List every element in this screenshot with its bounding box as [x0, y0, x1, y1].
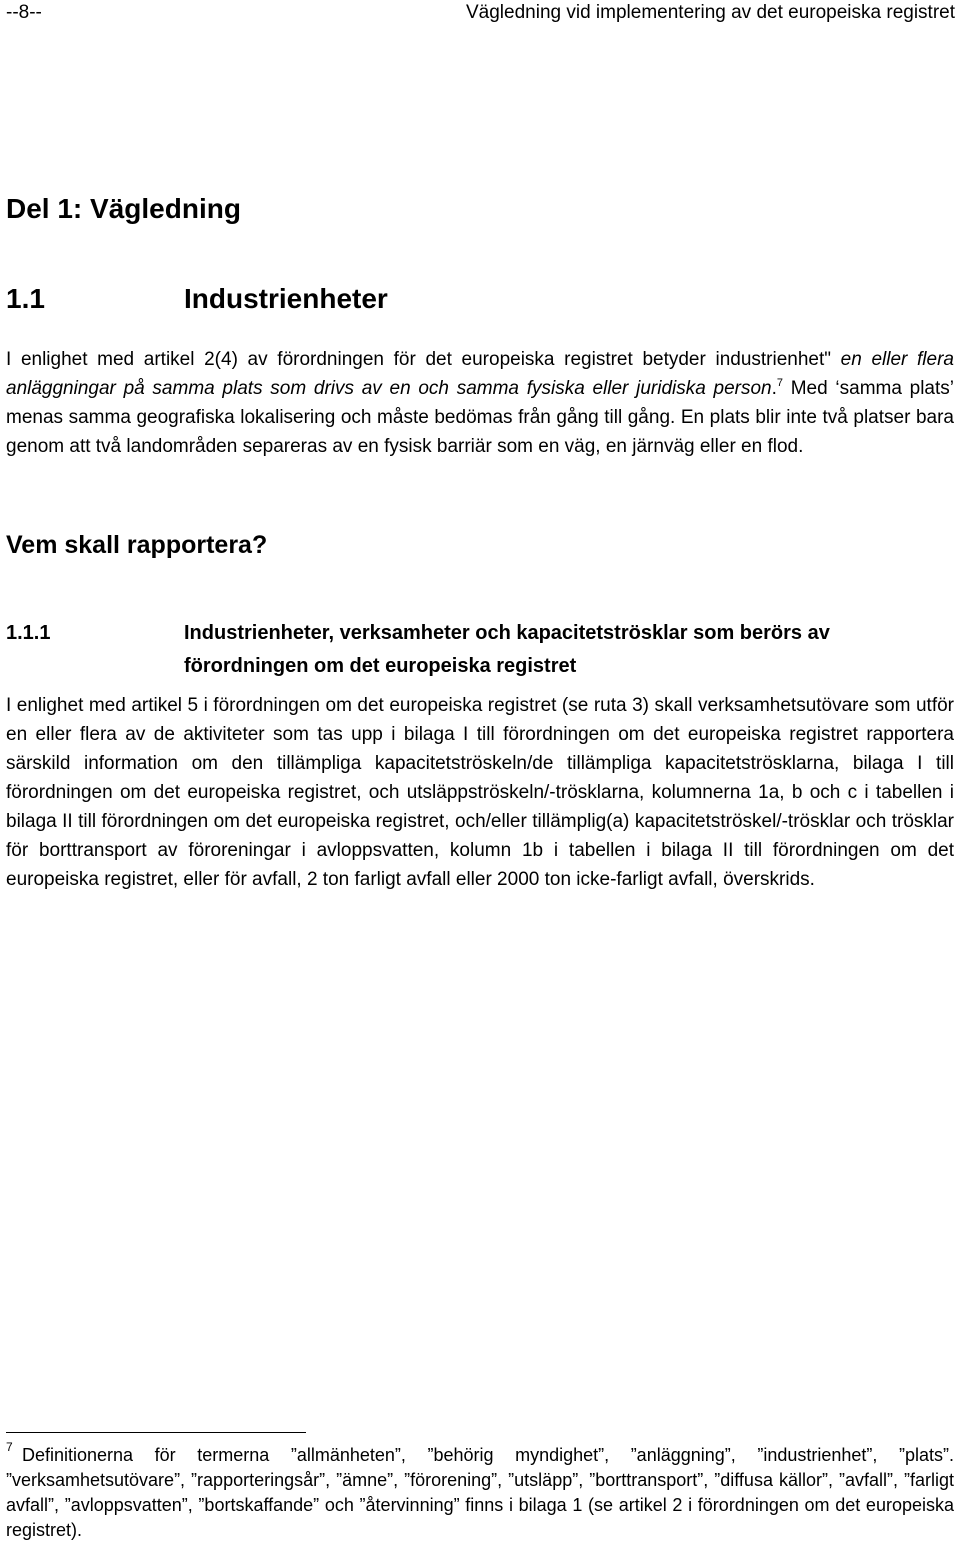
paragraph-intro: I enlighet med artikel 2(4) av förordningen för det europeiska registret betyder industrienhet" [6, 349, 841, 370]
reporting-paragraph: I enlighet med artikel 5 i förordningen om det europeiska registret (se ruta 3) skall verksamhetsutövare som utför en eller flera av de aktiviteter som tas upp i bilaga I till förordningen om det europeiska registret rapportera särskild information om den tillämpliga kapacitetströskeln/de tillämpliga kapacitetströsklarna, bilaga I till förordningen om det europeiska registret, och utsläppströskeln/-trösklarna, kolumnerna 1a, b och c i tabellen i bilaga II till förordningen om det europeiska registret, och/eller tillämplig(a) kapacitetströskel/-trösklar och trösklar för borttransport av föroreningar i avloppsvatten, kolumn 1b i tabellen i bilaga II till förordningen om det europeiska registret, eller för avfall, 2 ton farligt avfall eller 2000 ton icke-farligt avfall, överskrids. [6, 695, 954, 890]
paragraph-period: . [771, 378, 777, 399]
footnote-divider [6, 1432, 306, 1433]
running-header-title: Vägledning vid implementering av det europeiska registret [466, 2, 955, 23]
part-heading: Del 1: Vägledning [6, 193, 241, 224]
subsection-title: Industrienheter, verksamheter och kapacitetströsklar som berörs av förordningen om det europeiska registret [184, 622, 830, 677]
subsection-number: 1.1.1 [6, 622, 51, 644]
section-number: 1.1 [6, 283, 45, 314]
section-title: Industrienheter [184, 283, 388, 314]
footnote-mark: 7 [6, 1440, 13, 1454]
question-heading: Vem skall rapportera? [6, 531, 268, 559]
footnote [6, 1440, 954, 1543]
footnote-reference[interactable]: 7 [776, 377, 784, 389]
paragraph-rest: Med ‘samma plats’ menas samma geografiska lokalisering och måste bedömas från gång till gång. En plats blir inte två platser bara genom att två landområden separeras av en fysisk barriär som en väg, en järnväg eller en flod. [6, 378, 954, 457]
footnote-text: Definitionerna för termerna ”allmänheten”, ”behörig myndighet”, ”anläggning”, ”industrienhet”, ”plats”. ”verksamhetsutövare”, ”rapporteringsår”, ”ämne”, ”förorening”, ”utsläpp”, ”borttransport”, ”diffusa källor”, ”avfall”, ”farligt avfall”, ”avloppsvatten”, ”bortskaffande” och ”återvinning” finns i bilaga 1 (se artikel 2 i förordningen om det europeiska registret). [6, 1445, 954, 1540]
page-number: --8-- [6, 2, 42, 23]
definition-paragraph [6, 345, 954, 461]
italic-definition: en eller flera anläggningar på samma plats som drivs av en och samma fysiska eller juridiska person [6, 349, 954, 399]
